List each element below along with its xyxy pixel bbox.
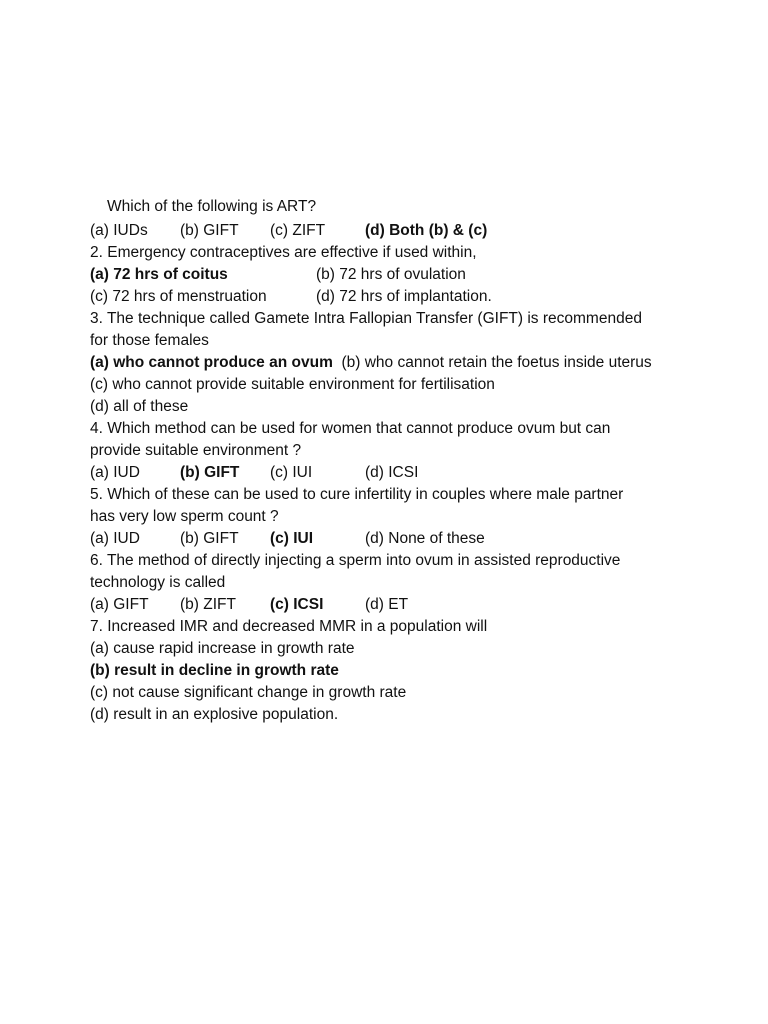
option-a: (a) cause rapid increase in growth rate: [90, 640, 355, 657]
question-stem-line: 5. Which of these can be used to cure infertility in couples where male partner: [90, 486, 624, 503]
question-list: [90, 196, 690, 726]
question-stem-line: technology is called: [90, 574, 226, 591]
option-a: (a) IUDs: [90, 222, 148, 239]
question-7-option-d: [90, 704, 690, 726]
question-3-options-row-1: [90, 352, 690, 374]
option-d: (d) all of these: [90, 398, 189, 415]
question-stem-line: 7. Increased IMR and decreased MMR in a population will: [90, 618, 488, 635]
question-3-option-c: [90, 374, 690, 396]
option-b: (b) GIFT: [180, 222, 239, 239]
option-b-correct: (b) GIFT: [180, 464, 240, 481]
option-c: (c) 72 hrs of menstruation: [90, 288, 267, 305]
option-b: (b) ZIFT: [180, 596, 236, 613]
question-stem-line: has very low sperm count ?: [90, 508, 279, 525]
question-3-stem-continued: [90, 330, 690, 352]
option-b-correct: (b) result in decline in growth rate: [90, 662, 339, 679]
option-d: (d) ICSI: [365, 464, 419, 481]
option-c: (c) IUI: [270, 464, 313, 481]
option-a: (a) GIFT: [90, 596, 149, 613]
question-3-stem: [90, 308, 690, 330]
question-6-stem-continued: [90, 572, 690, 594]
option-d: (d) None of these: [365, 530, 485, 547]
question-3-option-d: [90, 396, 690, 418]
option-c-correct: (c) IUI: [270, 530, 314, 547]
option-c-correct: (c) ICSI: [270, 596, 324, 613]
option-d: (d) result in an explosive population.: [90, 706, 339, 723]
question-2-options-row-1: [90, 264, 690, 286]
option-a: (a) IUD: [90, 530, 140, 547]
option-d-correct: (d) Both (b) & (c): [365, 222, 488, 239]
option-c: (c) who cannot provide suitable environment for fertilisation: [90, 376, 495, 393]
question-2-options-row-2: [90, 286, 690, 308]
question-7-option-c: [90, 682, 690, 704]
question-4-stem: [90, 418, 690, 440]
question-4-options: [90, 462, 690, 484]
option-a-correct: (a) who cannot produce an ovum: [90, 354, 333, 371]
question-5-options: [90, 528, 690, 550]
option-b: (b) GIFT: [180, 530, 239, 547]
question-stem-line: provide suitable environment ?: [90, 442, 302, 459]
question-7-option-a: [90, 638, 690, 660]
question-7-stem: [90, 616, 690, 638]
question-6-stem: [90, 550, 690, 572]
option-d: (d) 72 hrs of implantation.: [316, 288, 492, 305]
question-7-option-b: [90, 660, 690, 682]
question-2-stem: [90, 242, 690, 264]
option-a: (a) IUD: [90, 464, 140, 481]
question-stem-line: Which of the following is ART?: [107, 198, 317, 215]
question-1-stem: [90, 196, 690, 218]
question-6-options: [90, 594, 690, 616]
option-c: (c) ZIFT: [270, 222, 326, 239]
question-stem-line: 3. The technique called Gamete Intra Fallopian Transfer (GIFT) is recommended: [90, 310, 642, 327]
question-1-options: [90, 220, 690, 242]
question-stem-line: 2. Emergency contraceptives are effective if used within,: [90, 244, 477, 261]
option-d: (d) ET: [365, 596, 409, 613]
option-b: (b) 72 hrs of ovulation: [316, 266, 466, 283]
question-4-stem-continued: [90, 440, 690, 462]
option-c: (c) not cause significant change in growth rate: [90, 684, 407, 701]
question-stem-line: 4. Which method can be used for women that cannot produce ovum but can: [90, 420, 611, 437]
question-5-stem: [90, 484, 690, 506]
question-stem-line: 6. The method of directly injecting a sperm into ovum in assisted reproductive: [90, 552, 621, 569]
question-stem-line: for those females: [90, 332, 209, 349]
option-b: (b) who cannot retain the foetus inside uterus: [341, 354, 652, 371]
question-5-stem-continued: [90, 506, 690, 528]
option-a-correct: (a) 72 hrs of coitus: [90, 266, 228, 283]
